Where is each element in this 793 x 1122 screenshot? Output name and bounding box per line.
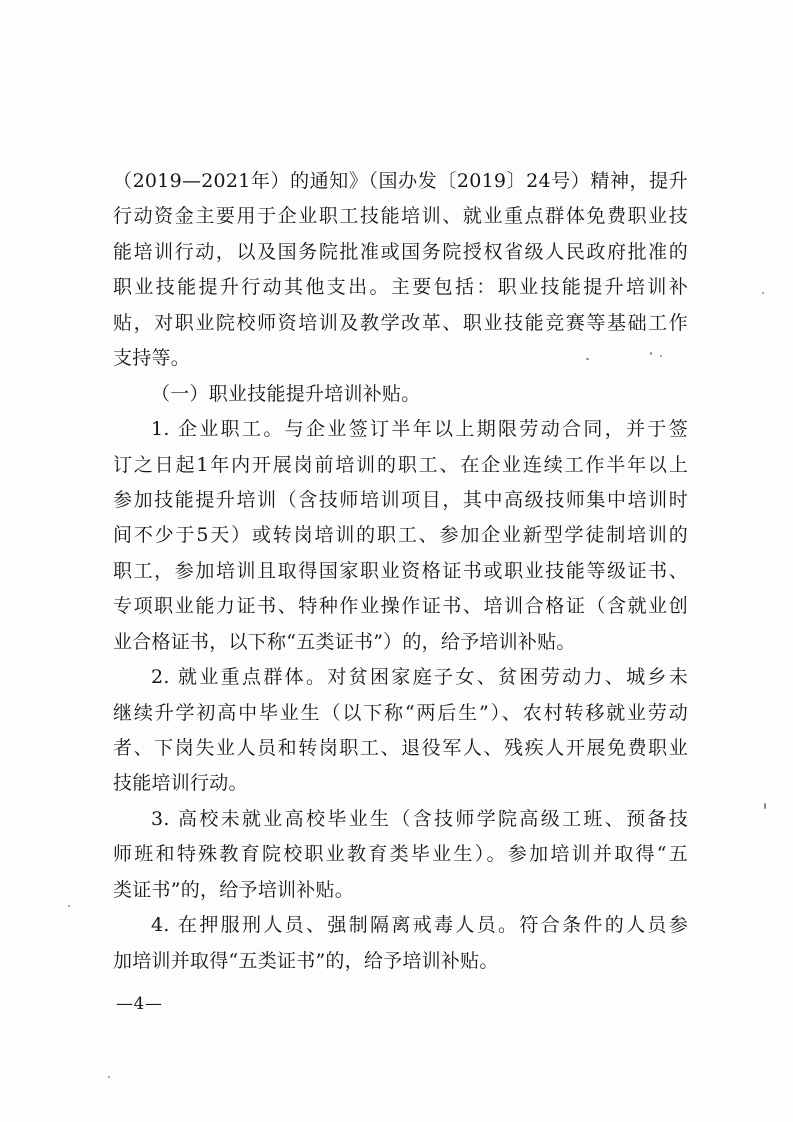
- text-line: 能培训行动，以及国务院批准或国务院授权省级人民政府批准的: [113, 240, 688, 263]
- text-line: 加培训并取得“五类证书”的，给予培训补贴。: [113, 949, 499, 972]
- text-line: 师班和特殊教育院校职业教育类毕业生）。参加培训并取得“五: [113, 843, 688, 866]
- text-line: （2019—2021年）的通知》（国办发〔2019〕24号）精神，提升: [113, 170, 688, 192]
- text-line: 者、下岗失业人员和转岗职工、退役军人、残疾人开展免费职业: [113, 737, 688, 759]
- text-line: 业合格证书，以下称“五类证书”）的，给予培训补贴。: [113, 630, 576, 653]
- text-line: 技能培训行动。: [113, 772, 248, 795]
- page-number: —4—: [116, 994, 163, 1014]
- text-line: 专项职业能力证书、特种作业操作证书、培训合格证（含就业创: [113, 595, 688, 618]
- text-line: 继续升学初高中毕业生（以下称“两后生”）、农村转移就业劳动: [113, 701, 688, 724]
- text-line: 类证书”的，给予培训补贴。: [113, 878, 354, 901]
- scan-speck: [660, 355, 662, 357]
- text-line: 4. 在押服刑人员、强制隔离戒毒人员。符合条件的人员参: [151, 914, 688, 937]
- text-line: 3. 高校未就业高校毕业生（含技师学院高级工班、预备技: [151, 807, 688, 830]
- text-line: 参加技能提升培训（含技师培训项目，其中高级技师集中培训时: [113, 488, 688, 511]
- text-line: 1. 企业职工。与企业签订半年以上期限劳动合同，并于签: [151, 418, 688, 441]
- text-line: 行动资金主要用于企业职工技能培训、就业重点群体免费职业技: [113, 205, 688, 228]
- text-line: 贴，对职业院校师资培训及教学改革、职业技能竞赛等基础工作: [113, 311, 688, 334]
- text-line: 职工，参加培训且取得国家职业资格证书或职业技能等级证书、: [113, 559, 688, 582]
- text-line: 订之日起1年内开展岗前培训的职工、在企业连续工作半年以上: [113, 453, 688, 476]
- scan-speck: [68, 905, 70, 907]
- text-line: 2. 就业重点群体。对贫困家庭子女、贫困劳动力、城乡未: [151, 666, 688, 689]
- text-line: 职业技能提升行动其他支出。主要包括：职业技能提升培训补: [113, 276, 688, 299]
- section-heading: （一）职业技能提升培训补贴。: [151, 382, 421, 405]
- scan-speck: [762, 292, 764, 294]
- scan-speck: [108, 1076, 110, 1078]
- text-line: 支持等。: [113, 347, 191, 370]
- scan-speck: [650, 352, 652, 355]
- scan-speck: [586, 358, 589, 360]
- scan-speck: [764, 803, 766, 809]
- body-text: [113, 164, 688, 979]
- text-line: 间不少于5天）或转岗培训的职工、参加企业新型学徒制培训的: [113, 524, 688, 547]
